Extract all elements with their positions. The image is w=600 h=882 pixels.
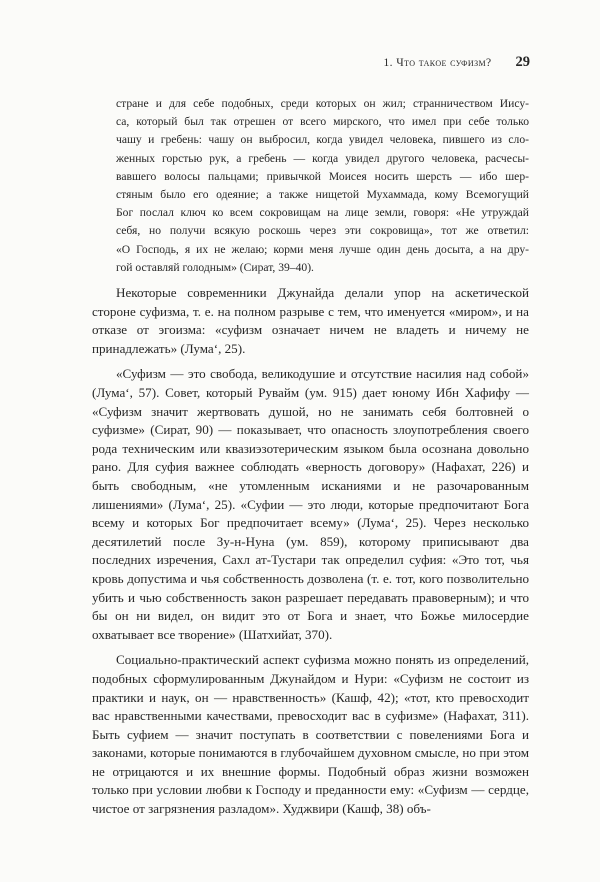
- chapter-title: 1. Что такое суфизм?: [383, 57, 492, 69]
- body-paragraph: «Суфизм — это свобода, великодушие и отсутствие насилия над собой» (Лума‘, 57). Совет, который Рувайм (ум. 915) дает юному Ибн Хафифу — «Суфизм значит жертвовать душой, но не занимать себя болтовней о суфизме» (Сират, 90) — показывает, что опасность злоупотребления своего рода техническим или квазиэзотерическим языком была осознана довольно рано. Для суфия важнее соблюдать «верность договору» (Нафахат, 226) и быть свободным, «не утомленным исканиями и не разочарованным лишениями» (Лума‘, 25). «Суфии — это люди, которые предпочитают Бога всему и которых Бог предпочитает всему» (Лума‘, 25). Через несколько десятилетий после Зу-н-Нуна (ум. 859), которому приписывают два последних изречения, Сахл ат-Тустари так определил суфия: «Это тот, чья кровь допустима и чья собственность дозволена (т. е. тот, кого позволительно убить и чью собственность закон разрешает передавать правоверным); и что бы он ни видел, он видит это от Бога и знает, что Божье милосердие охватывает все творение» (Шатхийат, 370).: [92, 366, 529, 642]
- quote-line: Бог послал ключ ко всем сокровищам на лице земли, говоря: «Не утруждай: [116, 206, 529, 220]
- running-head: [92, 54, 530, 71]
- block-quote: [116, 95, 529, 277]
- body-paragraph: Социально-практический аспект суфизма можно понять из определений, подобных сформулированным Джунайдом и Нури: «Суфизм не состоит из практики и наук, он — нравственность» (Кашф, 42); «тот, кто превосходит вас нравственными качествами, превосходит вас в суфизме» (Нафахат, 311). Быть суфием — значит поступать в соответствии с повелениями Бога и законами, которые понимаются в глубочайшем духовном смысле, но при этом не отрицаются и их внешние формы. Подобный образ жизни возможен только при условии любви к Господу и преданности ему: «Суфизм — сердце, чистое от загрязнения разладом». Худжвири (Кашф, 38) объ-: [92, 652, 529, 817]
- quote-line: стяным было его одеяние; а также нищетой Мухаммада, кому Всемогущий: [116, 188, 529, 202]
- quote-line: женных горстью рук, а гребень — когда увидел другого человека, расчесы-: [116, 151, 529, 165]
- page-number: 29: [515, 54, 530, 70]
- quote-line: стране и для себе подобных, среди которых он жил; странничеством Иису-: [116, 97, 529, 110]
- quote-line: себя, но получи всякую роскошь через эти сокровища», тот же ответил:: [116, 224, 529, 238]
- quote-line: са, который был так отрешен от всего мирского, что имел при себе только: [116, 115, 529, 129]
- quote-line: вавшего волосы пальцами; привычкой Моисея носить шерсть — ибо шер-: [116, 169, 529, 183]
- quote-line: чашу и гребень: чашу он выбросил, когда увидел человека, пившего из сло-: [116, 133, 529, 147]
- page-content: [92, 95, 529, 819]
- quote-line: гой оставляй голодным» (Сират, 39–40).: [116, 260, 314, 274]
- quote-line: «О Господь, я их не желаю; корми меня лучше один день досыта, а на дру-: [116, 242, 529, 256]
- body-paragraph: Некоторые современники Джунайда делали упор на аскетической стороне суфизма, т. е. на полном разрыве с тем, что именуется «миром», и на отказе от эгоизма: «суфизм означает ничем не владеть и ничему не принадлежать» (Лума‘, 25).: [92, 285, 529, 356]
